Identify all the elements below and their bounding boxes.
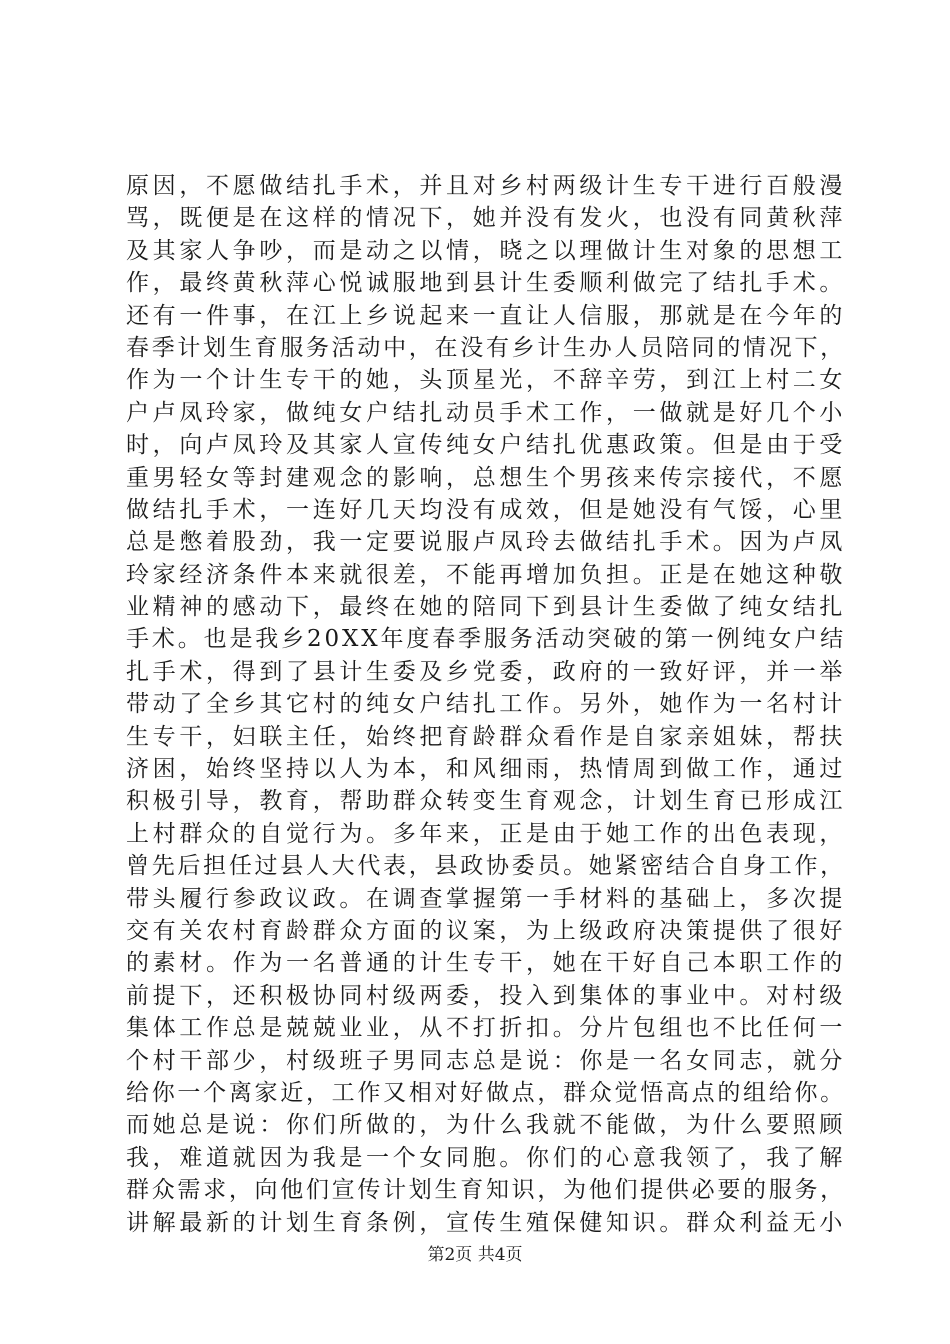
text-line: 作，最终黄秋萍心悦诚服地到县计生委顺利做完了结扎手术。 xyxy=(126,270,847,297)
text-line: 及其家人争吵，而是动之以情，晓之以理做计生对象的思想工 xyxy=(126,237,847,264)
text-line: 骂，既便是在这样的情况下，她并没有发火，也没有同黄秋萍 xyxy=(126,205,847,232)
text-line: 带头履行参政议政。在调查掌握第一手材料的基础上，多次提 xyxy=(126,885,847,912)
text-line: 上村群众的自觉行为。多年来，正是由于她工作的出色表现， xyxy=(126,820,847,847)
text-line: 我，难道就因为我是一个女同胞。你们的心意我领了，我了解 xyxy=(126,1144,847,1171)
text-line: 给你一个离家近，工作又相对好做点，群众觉悟高点的组给你。 xyxy=(126,1079,846,1106)
text-line: 时，向卢凤玲及其家人宣传纯女户结扎优惠政策。但是由于受 xyxy=(126,432,847,459)
text-line: 的素材。作为一名普通的计生专干，她在干好自己本职工作的 xyxy=(126,950,847,977)
text-line: 生专干，妇联主任，始终把育龄群众看作是自家亲姐妹，帮扶 xyxy=(126,723,847,750)
text-line: 带动了全乡其它村的纯女户结扎工作。另外，她作为一名村计 xyxy=(126,691,847,718)
text-line: 还有一件事，在江上乡说起来一直让人信服，那就是在今年的 xyxy=(126,302,847,329)
text-line: 而她总是说：你们所做的，为什么我就不能做，为什么要照顾 xyxy=(126,1112,847,1139)
page-footer: 第2页 共4页 xyxy=(427,1245,523,1265)
text-line: 业精神的感动下，最终在她的陪同下到县计生委做了纯女结扎 xyxy=(126,594,847,621)
text-line: 集体工作总是兢兢业业，从不打折扣。分片包组也不比任何一 xyxy=(126,1015,847,1042)
text-line: 个村干部少，村级班子男同志总是说：你是一名女同志，就分 xyxy=(126,1047,847,1074)
text-line: 手术。也是我乡20XX年度春季服务活动突破的第一例纯女户结 xyxy=(126,626,846,653)
text-line: 积极引导，教育，帮助群众转变生育观念，计划生育已形成江 xyxy=(126,788,847,815)
text-line: 春季计划生育服务活动中，在没有乡计生办人员陪同的情况下， xyxy=(126,334,846,361)
text-line: 扎手术，得到了县计生委及乡党委，政府的一致好评，并一举 xyxy=(126,658,847,685)
text-line: 前提下，还积极协同村级两委，投入到集体的事业中。对村级 xyxy=(126,982,847,1009)
text-line: 重男轻女等封建观念的影响，总想生个男孩来传宗接代，不愿 xyxy=(126,464,847,491)
text-line: 户卢凤玲家，做纯女户结扎动员手术工作，一做就是好几个小 xyxy=(126,399,847,426)
text-line: 济困，始终坚持以人为本，和风细雨，热情周到做工作，通过 xyxy=(126,756,847,783)
text-line: 作为一个计生专干的她，头顶星光，不辞辛劳，到江上村二女 xyxy=(126,367,847,394)
text-line: 原因，不愿做结扎手术，并且对乡村两级计生专干进行百般漫 xyxy=(126,173,847,199)
body-text xyxy=(126,170,846,1239)
text-line: 总是憋着股劲，我一定要说服卢凤玲去做结扎手术。因为卢凤 xyxy=(126,529,847,556)
text-line: 群众需求，向他们宣传计划生育知识，为他们提供必要的服务， xyxy=(126,1177,846,1204)
text-line: 做结扎手术，一连好几天均没有成效，但是她没有气馁，心里 xyxy=(126,496,847,523)
text-line: 交有关农村育龄群众方面的议案，为上级政府决策提供了很好 xyxy=(126,917,847,944)
text-line: 曾先后担任过县人大代表，县政协委员。她紧密结合自身工作， xyxy=(126,853,846,880)
text-line: 玲家经济条件本来就很差，不能再增加负担。正是在她这种敬 xyxy=(126,561,847,588)
text-line: 讲解最新的计划生育条例，宣传生殖保健知识。群众利益无小 xyxy=(126,1209,847,1236)
